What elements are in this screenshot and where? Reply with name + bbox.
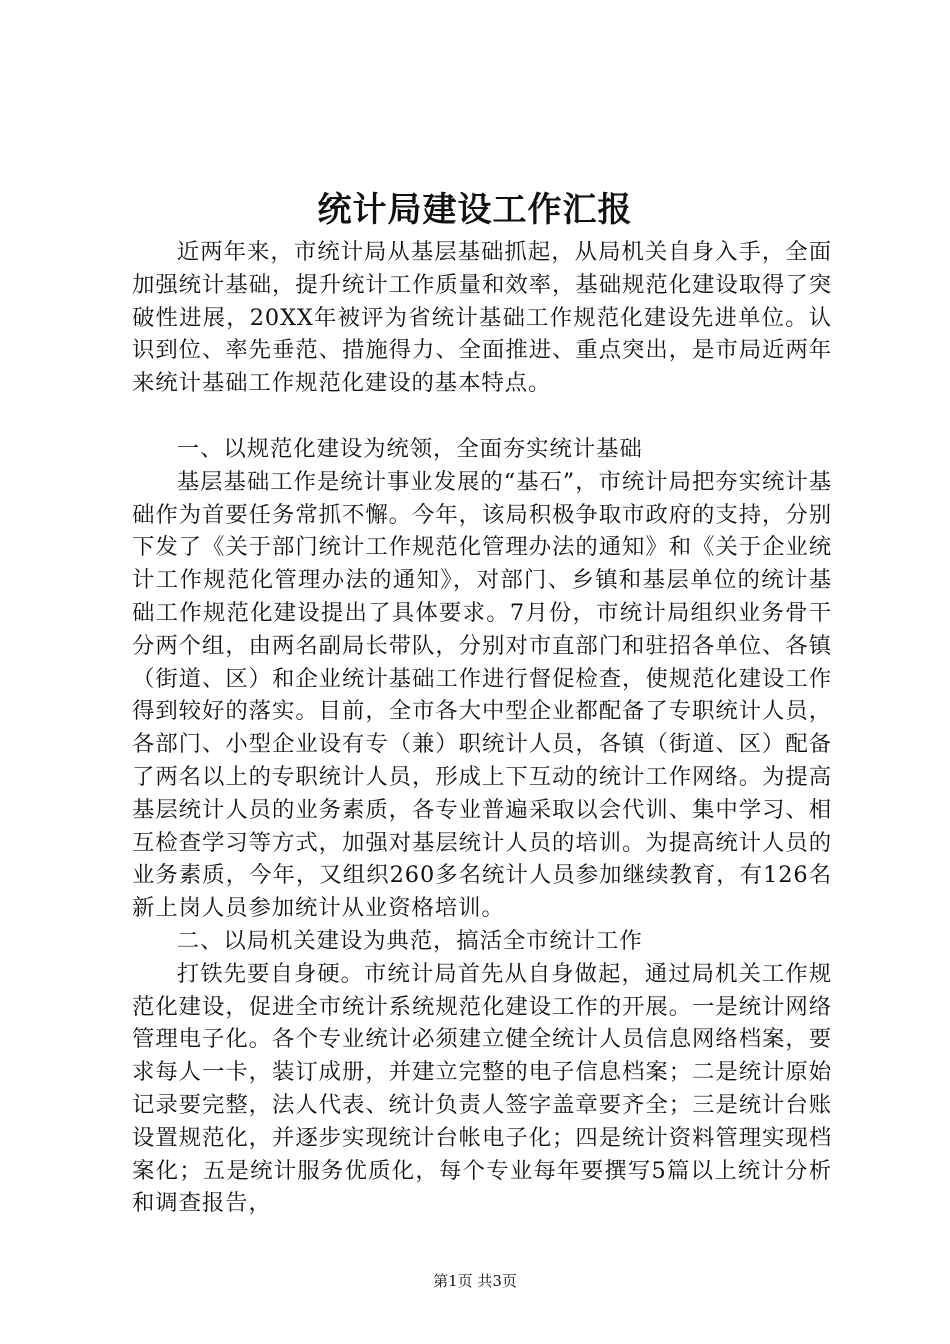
section-1-paragraph: 基层基础工作是统计事业发展的“基石”，市统计局把夯实统计基础作为首要任务常抓不懈。今年，该局积极争取市政府的支持，分别下发了《关于部门统计工作规范化管理办法的通知》和《关于企业统计工作规范化管理办法的通知》，对部门、乡镇和基层单位的统计基础工作规范化建设提出了具体要求。7月份，市统计局组织业务骨干分两个组，由两名副局长带队，分别对市直部门和驻招各单位、各镇（街道、区）和企业统计基础工作进行督促检查，使规范化建设工作得到较好的落实。目前，全市各大中型企业都配备了专职统计人员，各部门、小型企业设有专（兼）职统计人员，各镇（街道、区）配备了两名以上的专职统计人员，形成上下互动的统计工作网络。为提高基层统计人员的业务素质，各专业普遍采取以会代训、集中学习、相互检查学习等方式，加强对基层统计人员的培训。为提高统计人员的业务素质，今年，又组织260多名统计人员参加继续教育，有126名新上岗人员参加统计从业资格培训。 bbox=[132, 468, 832, 922]
document-title: 统计局建设工作汇报 bbox=[317, 190, 633, 230]
section-1-heading: 一、以规范化建设为统领，全面夯实统计基础 bbox=[176, 435, 643, 462]
page-footer: 第1页 共3页 bbox=[433, 1272, 517, 1290]
section-2-heading: 二、以局机关建设为典范，搞活全市统计工作 bbox=[176, 927, 643, 954]
document-body bbox=[132, 236, 832, 1220]
section-2-paragraph: 打铁先要自身硬。市统计局首先从自身做起，通过局机关工作规范化建设，促进全市统计系统规范化建设工作的开展。一是统计网络管理电子化。各个专业统计必须建立健全统计人员信息网络档案，要求每人一卡，装订成册，并建立完整的电子信息档案；二是统计原始记录要完整，法人代表、统计负责人签字盖章要齐全；三是统计台账设置规范化，并逐步实现统计台帐电子化；四是统计资料管理实现档案化；五是统计服务优质化，每个专业每年要撰写5篇以上统计分析和调查报告， bbox=[132, 960, 832, 1217]
paragraph-gap bbox=[132, 400, 832, 433]
intro-paragraph: 近两年来，市统计局从基层基础抓起，从局机关自身入手，全面加强统计基础，提升统计工作质量和效率，基础规范化建设取得了突破性进展，20XX年被评为省统计基础工作规范化建设先进单位。认识到位、率先垂范、措施得力、全面推进、重点突出，是市局近两年来统计基础工作规范化建设的基本特点。 bbox=[132, 239, 832, 397]
